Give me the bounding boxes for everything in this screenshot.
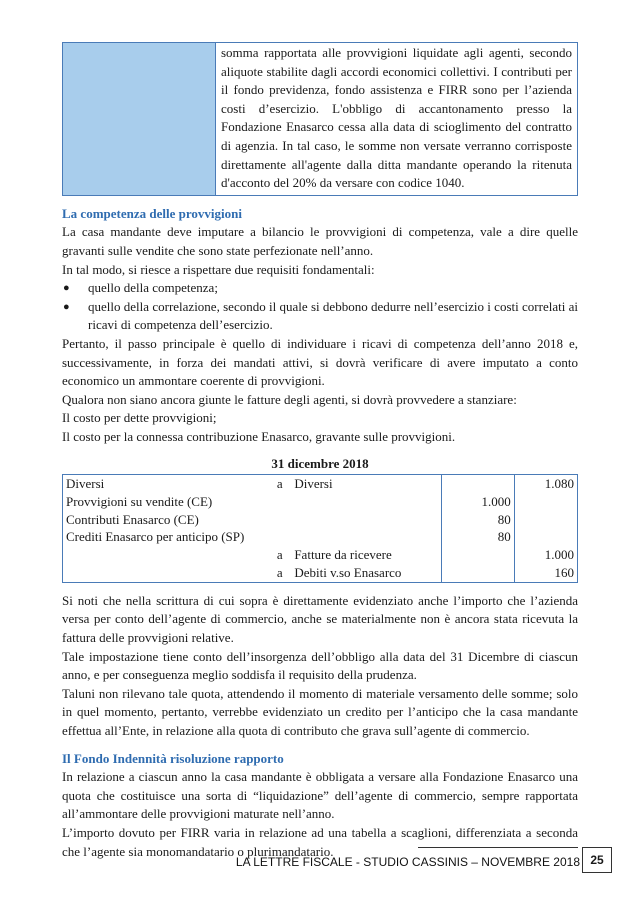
table-row: Crediti Enasarco per anticipo (SP) 80 <box>63 528 578 546</box>
paragraph: Il costo per dette provvigioni; <box>62 410 217 426</box>
page-footer <box>0 847 639 879</box>
bullet-list <box>62 279 578 335</box>
paragraph: In relazione a ciascun anno la casa mandante è obbligata a versare alla Fondazione Enasarco una quota che costituisce una sorta di “liquidazione” dell’agente di commercio, sempre rapportata all’ammontare delle provvigioni maturate nell’anno. <box>62 769 578 822</box>
info-box-text: somma rapportata alle provvigioni liquidate agli agenti, secondo aliquote stabilite dagli accordi economici collettivi. I contributi per il fondo previdenza, fondo assistenza e FIRR sono per l’azienda costi d’esercizio. L'obbligo di accantonamento presso la Fondazione Enasarco cessa alla data di scioglimento del contratto di agenzia. In tal caso, le somme non versate verranno corrisposte direttamente all'agente dalla ditta mandante operando la ritenuta d'acconto del 20% da versare con codice 1040. <box>221 45 572 191</box>
info-box-shaded-cell <box>63 43 216 195</box>
footer-rule <box>418 847 578 848</box>
paragraph: Qualora non siano ancora giunte le fatture degli agenti, si dovrà provvedere a stanziare: <box>62 391 517 407</box>
paragraph: Il costo per la connessa contribuzione Enasarco, gravante sulle provvigioni. <box>62 428 456 444</box>
page-number: 25 <box>582 847 612 873</box>
info-box <box>62 42 578 196</box>
bullet-icon: ● <box>63 300 70 313</box>
list-item: ● quello della competenza; <box>62 279 578 298</box>
table-row: a Debiti v.so Enasarco 160 <box>63 564 578 582</box>
table-row: Provvigioni su vendite (CE) 1.000 <box>63 493 578 511</box>
section-heading-firr: Il Fondo Indennità risoluzione rapporto <box>62 750 284 766</box>
footer-text: LA LETTRE FISCALE - STUDIO CASSINIS – NOVEMBRE 2018 <box>235 855 580 869</box>
paragraph: Pertanto, il passo principale è quello di individuare i ricavi di competenza dell’anno 2018 e, successivamente, in forza dei mandati attivi, si dovrà verificare di avere imputato a conto economico un ammontare coerente di provvigioni. <box>62 335 578 389</box>
table-row: Contributi Enasarco (CE) 80 <box>63 511 578 529</box>
paragraph: Tale impostazione tiene conto dell’insorgenza dell’obbligo alla data del 31 Dicembre di ciascun anno, e per conseguenza meglio soddisfa il requisito della prudenza. <box>62 648 578 683</box>
journal-entry-table <box>62 474 578 583</box>
journal-title: 31 dicembre 2018 <box>271 456 369 472</box>
paragraph: Si noti che nella scrittura di cui sopra è direttamente evidenziato anche l’importo che l’azienda versa per conto dell’agente di commercio, anche se materialmente non è ancora stata ricevuta la fattura delle provvigioni relative. <box>62 592 578 646</box>
table-row: Diversi a Diversi 1.080 <box>63 475 578 493</box>
bullet-icon: ● <box>63 282 70 295</box>
list-item: ● quello della correlazione, secondo il quale si debbono dedurre nell’esercizio i costi correlati ai ricavi di competenza dell’esercizio. <box>63 298 578 333</box>
table-row: a Fatture da ricevere 1.000 <box>63 546 578 564</box>
page-content <box>62 42 578 861</box>
section-heading-competenza: La competenza delle provvigioni <box>62 205 242 221</box>
paragraph: In tal modo, si riesce a rispettare due requisiti fondamentali: <box>62 261 375 277</box>
paragraph: Taluni non rilevano tale quota, attendendo il momento di materiale versamento delle somme; solo in quel momento, pertanto, verrebbe evidenziato un credito per l’anticipo che la casa mandante effettua all’Ente, in relazione alla quota di contributo che grava sull’agente di commercio. <box>62 685 578 738</box>
paragraph: La casa mandante deve imputare a bilancio le provvigioni di competenza, vale a dire quelle gravanti sulle vendite che sono state perfezionate nell’anno. <box>62 224 578 258</box>
paragraph: L’importo dovuto per FIRR varia in relazione ad una tabella a scaglioni, differenziata a seconda che l’agente sia monomandatario o plurimandatario. <box>62 824 578 859</box>
